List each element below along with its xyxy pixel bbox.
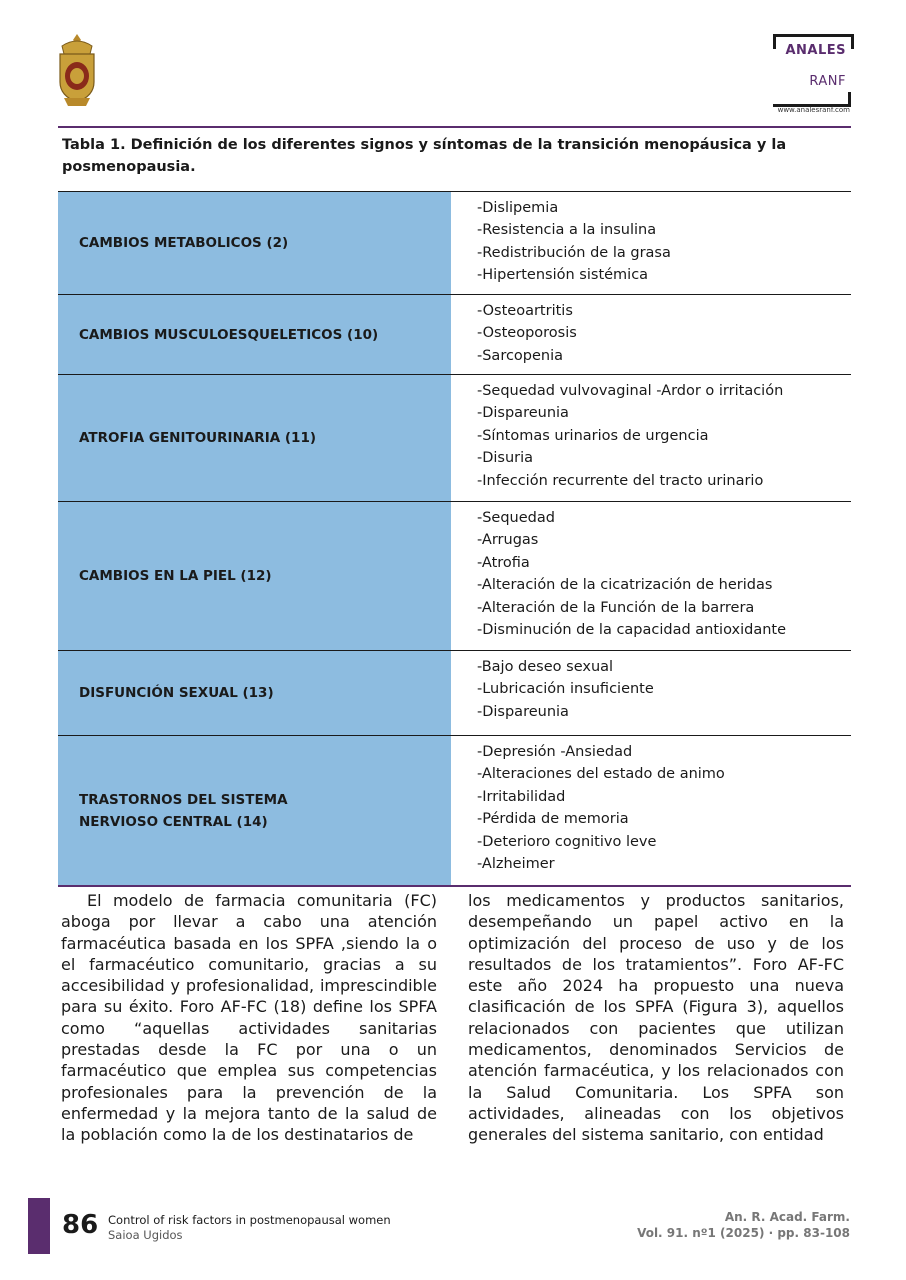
anales-ranf-logo	[740, 34, 852, 120]
list-item: -Redistribución de la grasa	[477, 244, 671, 261]
list-item: -Disuria	[477, 450, 534, 467]
row-category: CAMBIOS METABOLICOS (2)	[58, 192, 451, 294]
footer-volume: Vol. 91. nº1 (2025) · pp. 83-108	[637, 1226, 850, 1240]
symptoms-table	[58, 191, 851, 887]
list-item: -Alteración de la cicatrización de heridas	[477, 577, 773, 594]
list-item: -Irritabilidad	[477, 788, 566, 805]
row-items	[451, 502, 851, 650]
list-item: -Pérdida de memoria	[477, 811, 629, 828]
table-bottom-rule	[58, 885, 851, 887]
footer-article-title: Control of risk factors in postmenopausal women	[108, 1213, 391, 1227]
list-item: -Disminución de la capacidad antioxidante	[477, 622, 787, 639]
row-items	[451, 192, 851, 294]
table-caption: Tabla 1. Definición de los diferentes signos y síntomas de la transición menopáusica y la posmenopausia.	[62, 137, 787, 175]
table-row	[58, 501, 851, 650]
header-divider	[58, 126, 851, 128]
list-item: -Lubricación insuficiente	[477, 681, 654, 698]
row-items	[451, 736, 851, 885]
body-left-column: El modelo de farmacia comunitaria (FC) aboga por llevar a cabo una atención farmacéutica basada en los SPFA ,siendo la o el farmacéutico comunitario, gracias a su accesibilidad y profesionalidad, imprescindible para su éxito. Foro AF-FC (18) define los SPFA como “aquellas actividades sanitarias prestadas desde la FC por una o un farmacéutico que emplea sus competencias profesionales para la prevención de la enfermedad y la mejora tanto de la salud de la población como la de los destinatarios de	[61, 891, 437, 1145]
logo-ranf-text: RANF	[809, 74, 846, 89]
row-category: ATROFIA GENITOURINARIA (11)	[58, 375, 451, 501]
list-item: -Dispareunia	[477, 405, 569, 422]
row-category: CAMBIOS EN LA PIEL (12)	[58, 502, 451, 650]
list-item: -Alteraciones del estado de animo	[477, 766, 725, 783]
footer-journal: An. R. Acad. Farm.	[724, 1210, 850, 1224]
table-row	[58, 191, 851, 294]
list-item: -Sequedad vulvovaginal -Ardor o irritación	[477, 383, 784, 399]
list-item: -Alteración de la Función de la barrera	[477, 599, 755, 616]
academy-crest-icon	[50, 32, 104, 108]
list-item: -Osteoartritis	[477, 303, 573, 319]
row-category: DISFUNCIÓN SEXUAL (13)	[58, 651, 451, 735]
row-items	[451, 375, 851, 501]
list-item: -Atrofia	[477, 554, 530, 571]
footer-accent-bar	[28, 1198, 50, 1254]
table-row	[58, 650, 851, 735]
list-item: -Síntomas urinarios de urgencia	[477, 427, 709, 444]
table-row	[58, 735, 851, 885]
row-items	[451, 651, 851, 735]
table-row	[58, 294, 851, 374]
list-item: -Sequedad	[477, 510, 555, 526]
row-category-line: NERVIOSO CENTRAL (14)	[79, 813, 268, 830]
row-category: CAMBIOS MUSCULOESQUELETICOS (10)	[58, 295, 451, 374]
table-row	[58, 374, 851, 501]
list-item: -Dispareunia	[477, 703, 569, 720]
list-item: -Dislipemia	[477, 200, 559, 216]
logo-anales-text: ANALES	[785, 43, 846, 58]
footer-author: Saioa Ugidos	[108, 1228, 183, 1242]
row-category-line: TRASTORNOS DEL SISTEMA	[79, 791, 288, 808]
list-item: -Bajo deseo sexual	[477, 659, 614, 675]
row-items	[451, 295, 851, 374]
body-right-column: los medicamentos y productos sanitarios, desempeñando un papel activo en la optimización del proceso de uso y de los resultados de los tratamientos”. Foro AF-FC este año 2024 ha propuesto una nueva clasificación de los SPFA (Figura 3), aquellos relacionados con pacientes que utilizan medicamentos, denominados Servicios de atención farmacéutica, y los relacionados con la Salud Comunitaria. Los SPFA son actividades, alineadas con los objetivos generales del sistema sanitario, con entidad	[468, 891, 844, 1145]
list-item: -Hipertensión sistémica	[477, 267, 649, 284]
page-number: 86	[62, 1210, 99, 1240]
list-item: -Depresión -Ansiedad	[477, 744, 633, 760]
list-item: -Alzheimer	[477, 856, 555, 873]
list-item: -Infección recurrente del tracto urinario	[477, 472, 764, 489]
list-item: -Deterioro cognitivo leve	[477, 833, 657, 850]
row-category	[58, 736, 451, 885]
list-item: -Osteoporosis	[477, 325, 577, 342]
list-item: -Sarcopenia	[477, 347, 564, 364]
list-item: -Resistencia a la insulina	[477, 222, 657, 239]
list-item: -Arrugas	[477, 532, 539, 549]
logo-url[interactable]: www.analesranf.com	[777, 106, 850, 114]
